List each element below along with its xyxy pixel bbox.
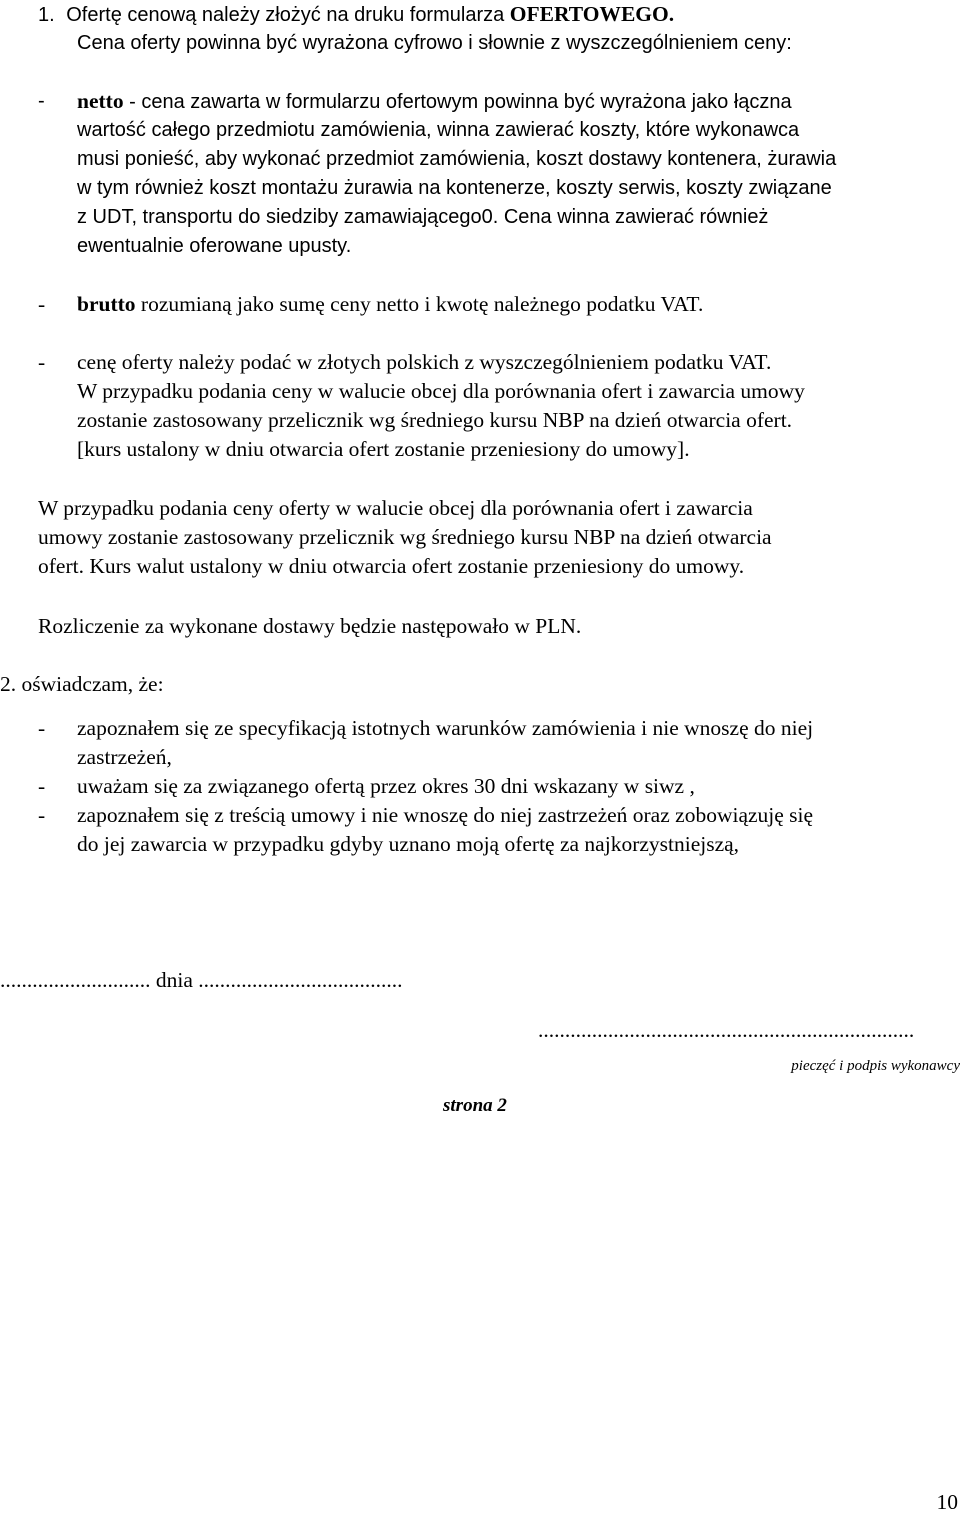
item1-marker: 1. <box>38 4 55 26</box>
bullet2-dash: - <box>38 774 46 798</box>
brutto-line <box>77 290 703 319</box>
netto-line1-rest: - cena zawarta w formularzu ofertowym powinna być wyrażona jako łączna <box>123 91 792 113</box>
netto-dash: - <box>38 90 45 112</box>
netto-line3: musi ponieść, aby wykonać przedmiot zamówienia, koszt dostawy kontenera, żurawia <box>77 148 837 170</box>
bullet1-dash: - <box>38 716 46 740</box>
netto-line6: ewentualnie oferowane upusty. <box>77 235 352 257</box>
rozliczenie-paragraph: Rozliczenie za wykonane dostawy będzie następowało w PLN. <box>38 614 582 638</box>
date-line: ............................ dnia ...................................... <box>0 968 403 992</box>
waluta-line2: umowy zostanie zastosowany przelicznik wg średniego kursu NBP na dzień otwarcia <box>38 525 772 549</box>
bullet1-line1: zapoznałem się ze specyfikacją istotnych warunków zamówienia i nie wnoszę do niej <box>77 716 814 740</box>
brutto-term: brutto <box>77 292 136 316</box>
strona-label: strona 2 <box>443 1095 507 1116</box>
netto-line2: wartość całego przedmiotu zamówienia, winna zawierać koszty, które wykonawca <box>77 119 800 141</box>
waluta-line1: W przypadku podania ceny oferty w walucie obcej dla porównania ofert i zawarcia <box>38 496 753 520</box>
brutto-dash: - <box>38 292 46 316</box>
cene-dash: - <box>38 350 46 374</box>
cene-line3: zostanie zastosowany przelicznik wg średniego kursu NBP na dzień otwarcia ofert. <box>77 408 793 432</box>
bullet3-line1: zapoznałem się z treścią umowy i nie wnoszę do niej zastrzeżeń oraz zobowiązuję się <box>77 803 814 827</box>
item1-line2: Cena oferty powinna być wyrażona cyfrowo i słownie z wyszczególnieniem ceny: <box>77 32 792 54</box>
signature-caption: pieczęć i podpis wykonawcy <box>791 1058 960 1074</box>
page-number: 10 <box>936 1490 958 1514</box>
cene-line1: cenę oferty należy podać w złotych polskich z wyszczególnieniem podatku VAT. <box>77 350 772 374</box>
bullet2-line1: uważam się za związanego ofertą przez okres 30 dni wskazany w siwz , <box>77 774 695 798</box>
item1-line1 <box>38 0 674 30</box>
netto-line4: w tym również koszt montażu żurawia na kontenerze, koszty serwis, koszty związane <box>77 177 832 199</box>
netto-line1 <box>77 87 792 117</box>
bullet1-line2: zastrzeżeń, <box>77 745 172 769</box>
waluta-line3: ofert. Kurs walut ustalony w dniu otwarcia ofert zostanie przeniesiony do umowy. <box>38 554 745 578</box>
netto-line5: z UDT, transportu do siedziby zamawiającego0. Cena winna zawierać również <box>77 206 769 228</box>
brutto-rest: rozumianą jako sumę ceny netto i kwotę należnego podatku VAT. <box>135 292 704 316</box>
item1-line1-text: Ofertę cenową należy złożyć na druku formularza <box>66 4 510 26</box>
signature-dots: ...................................................................... <box>538 1018 915 1042</box>
bullet3-line2: do jej zawarcia w przypadku gdyby uznano moją ofertę za najkorzystniejszą, <box>77 832 740 856</box>
item2-heading: 2. oświadczam, że: <box>0 672 164 696</box>
cene-line2: W przypadku podania ceny w walucie obcej dla porównania ofert i zawarcia umowy <box>77 379 805 403</box>
cene-line4: [kurs ustalony w dniu otwarcia ofert zostanie przeniesiony do umowy]. <box>77 437 690 461</box>
netto-term: netto <box>77 89 124 113</box>
item1-form-name: OFERTOWEGO. <box>509 2 675 26</box>
bullet3-dash: - <box>38 803 46 827</box>
